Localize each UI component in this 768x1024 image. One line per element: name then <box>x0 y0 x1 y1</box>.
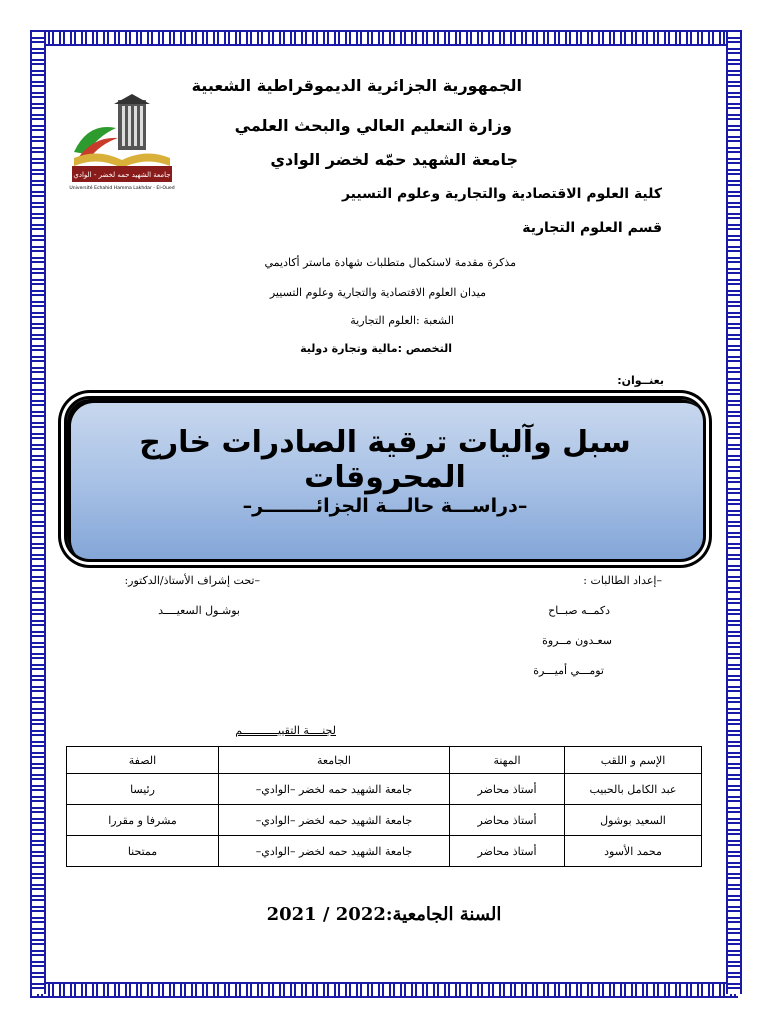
header-university: الجامعة <box>219 747 450 774</box>
jury-university: جامعة الشهيد حمه لخضر –الوادي– <box>219 805 450 836</box>
logo-text-fr: Université Echahid Hamma Lakhdar - El-Oued <box>69 186 175 191</box>
faculty-line: كلية العلوم الاقتصادية والتجارية وعلوم التسيير <box>341 186 662 202</box>
jury-label: لجنــــة التقييـــــــــــم <box>235 724 336 737</box>
logo-text-ar: جامعة الشهيد حمه لخضر - الوادي <box>73 171 171 179</box>
department-line: قسم العلوم التجارية <box>522 220 662 236</box>
student-name-2: سعـدون مــروة <box>542 634 612 647</box>
header-name: الإسم و اللقب <box>565 747 702 774</box>
university-logo <box>68 92 176 192</box>
jury-name: عبد الكامل بالحبيب <box>565 774 702 805</box>
title-label: بعنــوان: <box>617 374 664 387</box>
border-top <box>30 30 738 46</box>
student-name-3: تومـــي أميـــرة <box>533 664 604 677</box>
academic-year-value: 2021 / 2022 <box>266 904 386 925</box>
thesis-subtitle: –دراســـة حالـــة الجزائــــــــر– <box>242 495 528 517</box>
jury-profession: أستاذ محاضر <box>450 836 565 867</box>
header-role: الصفة <box>67 747 219 774</box>
jury-table <box>66 746 702 867</box>
table-row <box>67 836 702 867</box>
academic-year <box>0 904 768 925</box>
jury-role: رئيسا <box>67 774 219 805</box>
memo-line-4: التخصص :مالية وتجارة دولية <box>300 342 452 355</box>
memo-line-1: مذكرة مقدمة لاستكمال متطلبات شهادة ماستر أكاديمي <box>264 256 516 269</box>
academic-year-label: السنة الجامعية: <box>385 904 502 925</box>
students-label: –إعداد الطالبات : <box>583 574 662 587</box>
jury-role: ممتحنا <box>67 836 219 867</box>
jury-profession: أستاذ محاضر <box>450 774 565 805</box>
student-name-1: دكمــه صبــاح <box>548 604 610 617</box>
table-row <box>67 774 702 805</box>
memo-line-2: ميدان العلوم الاقتصادية والتجارية وعلوم التسيير <box>269 286 486 299</box>
ministry-line: وزارة التعليم العالي والبحث العلمي <box>234 116 512 135</box>
memo-line-3: الشعبة :العلوم التجارية <box>350 314 454 327</box>
thesis-title: سبل وآليات ترقية الصادرات خارج المحروقات <box>139 425 631 495</box>
supervisor-label: –تحت إشراف الأستاذ/الدكتور: <box>124 574 260 587</box>
border-right <box>726 30 742 994</box>
jury-header-row <box>67 747 702 774</box>
jury-university: جامعة الشهيد حمه لخضر –الوادي– <box>219 836 450 867</box>
jury-role: مشرفا و مقررا <box>67 805 219 836</box>
republic-line: الجمهورية الجزائرية الديموقراطية الشعبية <box>191 76 522 95</box>
header-profession: المهنة <box>450 747 565 774</box>
border-left <box>30 30 46 994</box>
border-bottom <box>30 982 738 998</box>
supervisor-name: بوشـول السعيــــد <box>158 604 240 617</box>
jury-name: السعيد بوشول <box>565 805 702 836</box>
title-box <box>64 396 706 562</box>
jury-university: جامعة الشهيد حمه لخضر –الوادي– <box>219 774 450 805</box>
jury-profession: أستاذ محاضر <box>450 805 565 836</box>
table-row <box>67 805 702 836</box>
university-line: جامعة الشهيد حمّه لخضر الوادي <box>270 150 518 169</box>
jury-name: محمد الأسود <box>565 836 702 867</box>
